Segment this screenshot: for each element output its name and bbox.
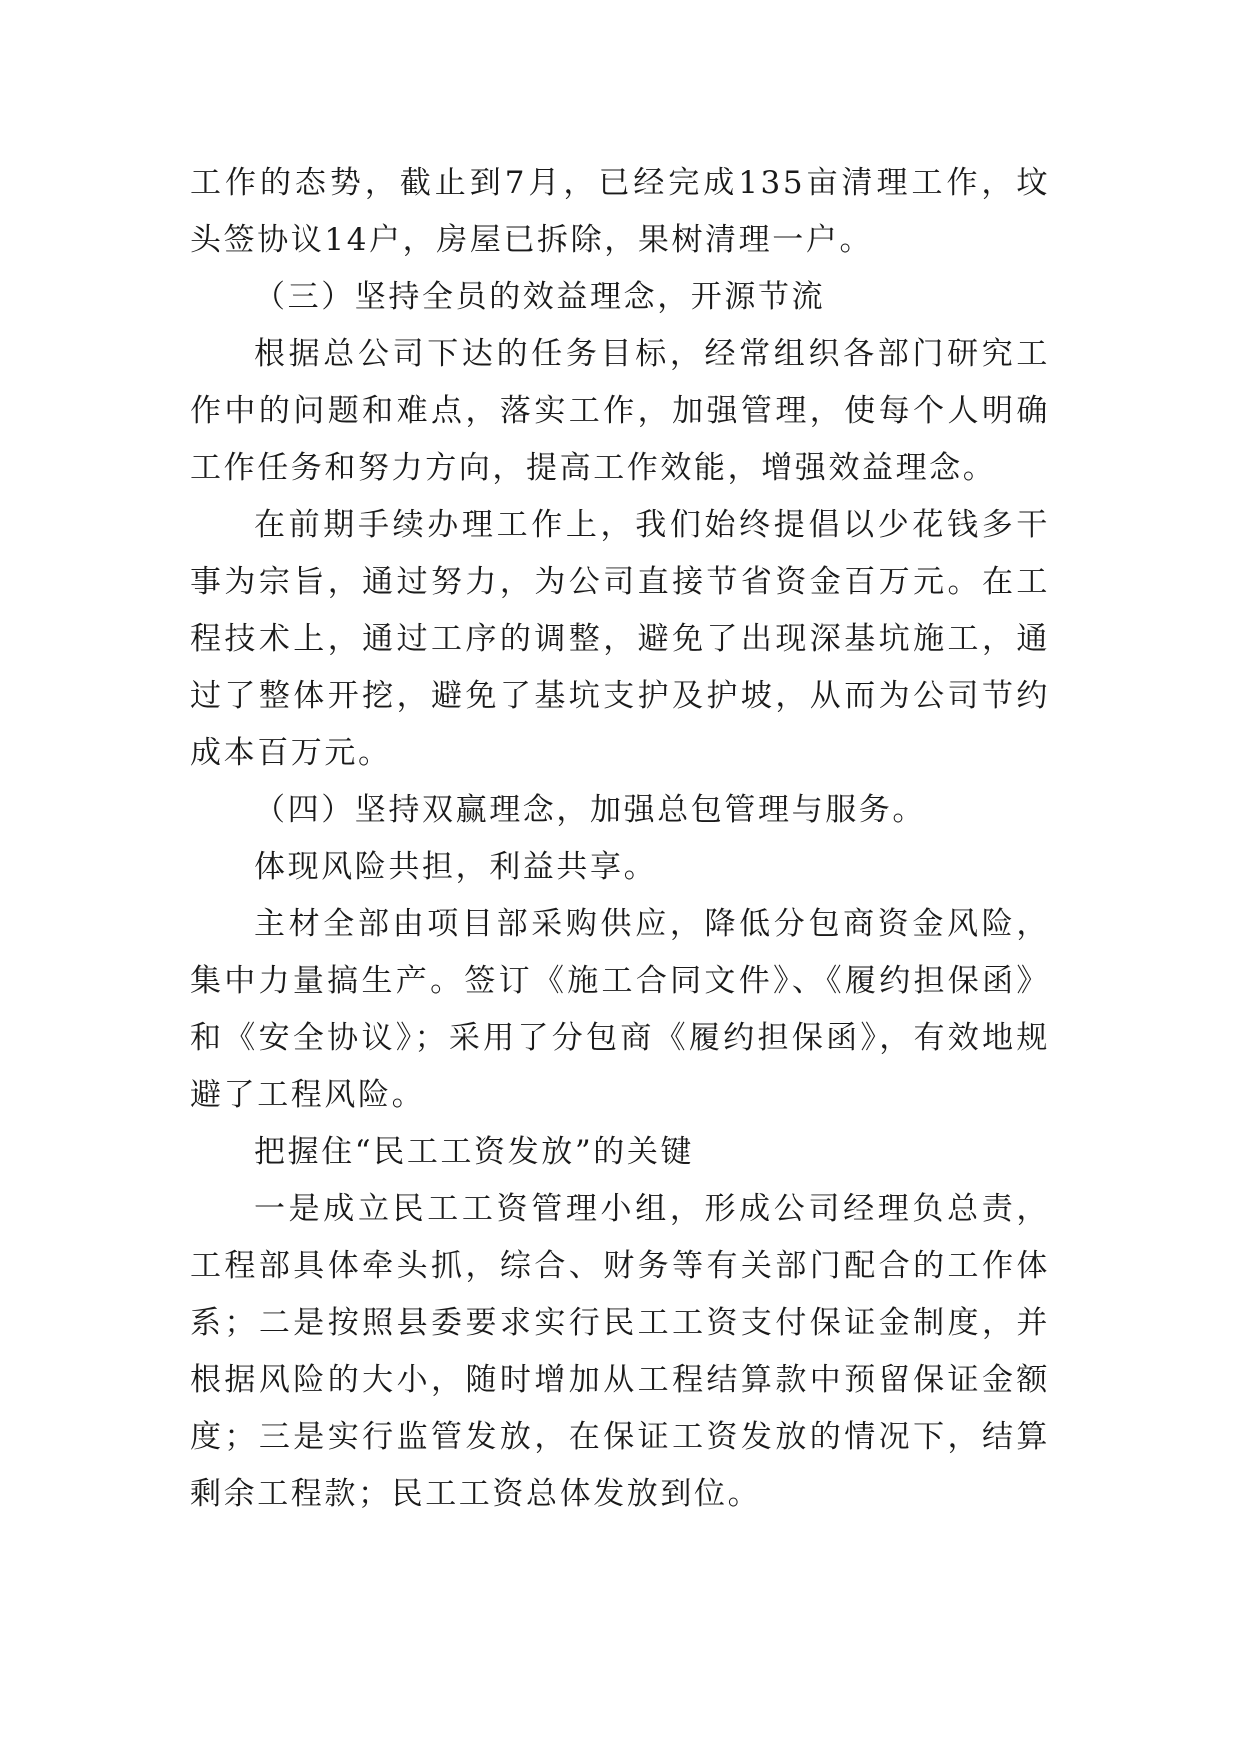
paragraph-4: 体现风险共担，利益共享。: [254, 849, 658, 885]
document-body: [190, 155, 1050, 1523]
paragraph-2: 根据总公司下达的任务目标，经常组织各部门研究工作中的问题和难点，落实工作，加强管理，使每个人明确工作任务和努力方向，提高工作效能，增强效益理念。: [190, 336, 1050, 486]
section-heading-4: （四）坚持双赢理念，加强总包管理与服务。: [254, 792, 926, 828]
paragraph-3: 在前期手续办理工作上，我们始终提倡以少花钱多干事为宗旨，通过努力，为公司直接节省资金百万元。在工程技术上，通过工序的调整，避免了出现深基坑施工，通过了整体开挖，避免了基坑支护及护坡，从而为公司节约成本百万元。: [190, 507, 1050, 771]
section-heading-3: （三）坚持全员的效益理念，开源节流: [254, 279, 826, 315]
paragraph-5: 主材全部由项目部采购供应，降低分包商资金风险，集中力量搞生产。签订《施工合同文件》、《履约担保函》和《安全协议》；采用了分包商《履约担保函》，有效地规避了工程风险。: [190, 906, 1050, 1113]
paragraph-7: 一是成立民工工资管理小组，形成公司经理负总责，工程部具体牵头抓，综合、财务等有关部门配合的工作体系；二是按照县委要求实行民工工资支付保证金制度，并根据风险的大小，随时增加从工程结算款中预留保证金额度；三是实行监管发放，在保证工资发放的情况下，结算剩余工程款；民工工资总体发放到位。: [190, 1191, 1050, 1512]
paragraph-6: 把握住“民工工资发放”的关键: [254, 1134, 695, 1170]
paragraph-1: 工作的态势，截止到7月，已经完成135亩清理工作，坟头签协议14户，房屋已拆除，果树清理一户。: [190, 165, 1050, 258]
